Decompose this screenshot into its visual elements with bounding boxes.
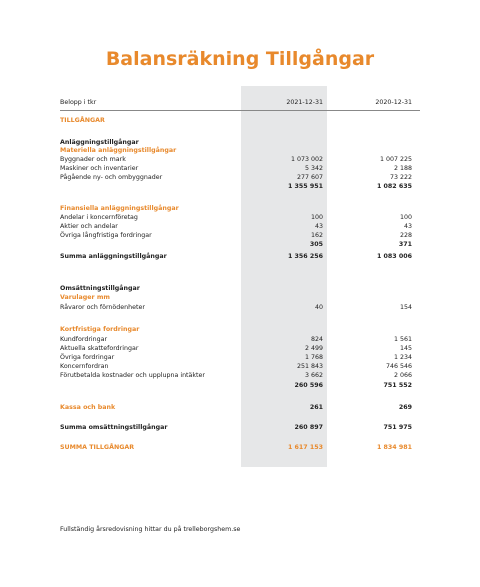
current-assets-total-row: Summa omsättningstillgångar 260 897 751 975	[60, 424, 412, 431]
subtotal-row: 305 371	[309, 241, 412, 248]
subtotal-row: 260 596 751 552	[294, 382, 412, 389]
table-header	[60, 98, 420, 108]
inventory-heading: Varulager mm	[60, 294, 110, 301]
table-row: Råvaror och förnödenheter 40 154	[60, 304, 412, 311]
footer-note: Fullständig årsredovisning hittar du på trelleborgshem.se	[60, 526, 241, 533]
table-row: Byggnader och mark 1 073 002 1 007 225	[60, 156, 412, 163]
fixed-assets-heading: Anläggningstillgångar	[60, 139, 139, 146]
table-row: Maskiner och inventarier 5 342 2 188	[60, 165, 412, 172]
column-header-2021: 2021-12-31	[286, 99, 323, 106]
current-assets-heading: Omsättningstillgångar	[60, 285, 140, 292]
cash-row: Kassa och bank 261 269	[60, 404, 412, 411]
tangible-assets-heading: Materiella anläggningstillgångar	[60, 147, 177, 154]
table-row: Övriga fordringar 1 768 1 234	[60, 354, 412, 361]
receivables-heading: Kortfristiga fordringar	[60, 326, 140, 333]
fixed-assets-total-row: Summa anläggningstillgångar 1 356 256 1 083 006	[60, 253, 412, 260]
section-heading-assets: TILLGÅNGAR	[60, 117, 105, 124]
table-row: Övriga långfristiga fordringar 162 228	[60, 232, 412, 239]
table-row: Aktier och andelar 43 43	[60, 223, 412, 230]
table-row: Pågående ny- och ombyggnader 277 607 73 222	[60, 174, 412, 181]
subtotal-row: 1 355 951 1 082 635	[287, 183, 412, 190]
page-title: Balansräkning Tillgångar	[105, 48, 375, 70]
table-row: Koncernfordran 251 843 746 546	[60, 363, 412, 370]
header-divider	[60, 110, 420, 111]
financial-assets-heading: Finansiella anläggningstillgångar	[60, 205, 179, 212]
table-row: Kundfordringar 824 1 561	[60, 336, 412, 343]
amount-unit-label: Belopp i tkr	[60, 99, 97, 106]
table-row: Förutbetalda kostnader och upplupna intäkter 3 662 2 066	[60, 372, 412, 379]
table-row: Andelar i koncernföretag 100 100	[60, 214, 412, 221]
column-header-2020: 2020-12-31	[375, 99, 412, 106]
grand-total-row: SUMMA TILLGÅNGAR 1 617 153 1 834 981	[60, 444, 412, 451]
table-row: Aktuella skattefordringar 2 499 145	[60, 345, 412, 352]
